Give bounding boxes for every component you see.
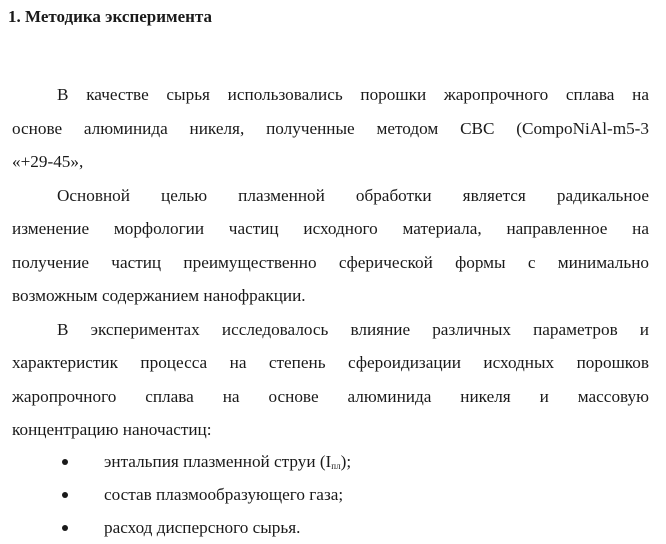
bullet-item-1-subscript: пл (331, 461, 341, 471)
bullet-item-1-tail: ); (340, 452, 352, 471)
paragraph-3-line-3: жаропрочного сплава на основе алюминида никеля и массовую (12, 387, 649, 406)
paragraph-3-line-2: характеристик процесса на степень сфероидизации исходных порошков (12, 353, 649, 372)
paragraph-2-line-4: возможным содержанием нанофракции. (12, 286, 306, 305)
paragraph-1-line-2: основе алюминида никеля, полученные методом СВС (CompoNiAl-m5-3 (12, 119, 649, 138)
paragraph-2-line-3: получение частиц преимущественно сферической формы с минимально (12, 253, 649, 272)
bullet-dot-icon (62, 525, 68, 531)
bullet-item-2: состав плазмообразующего газа; (104, 485, 344, 504)
bullet-item-3: расход дисперсного сырья. (104, 518, 301, 537)
paragraph-2-line-1: Основной целью плазменной обработки является радикальное (57, 186, 649, 205)
paragraph-1-line-1: В качестве сырья использовались порошки жаропрочного сплава на (57, 85, 649, 104)
section-heading: 1. Методика эксперимента (8, 7, 213, 26)
bullet-dot-icon (62, 492, 68, 498)
paragraph-3-line-1: В экспериментах исследовалось влияние различных параметров и (57, 320, 649, 339)
paragraph-1-line-3: «+29-45», (12, 152, 84, 171)
bullet-item-1 (104, 451, 351, 477)
bullet-item-1-text: энтальпия плазменной струи (I (104, 452, 332, 471)
bullet-dot-icon (62, 459, 68, 465)
paragraph-2-line-2: изменение морфологии частиц исходного материала, направленное на (12, 219, 649, 238)
paragraph-3-line-4: концентрацию наночастиц: (12, 420, 212, 439)
